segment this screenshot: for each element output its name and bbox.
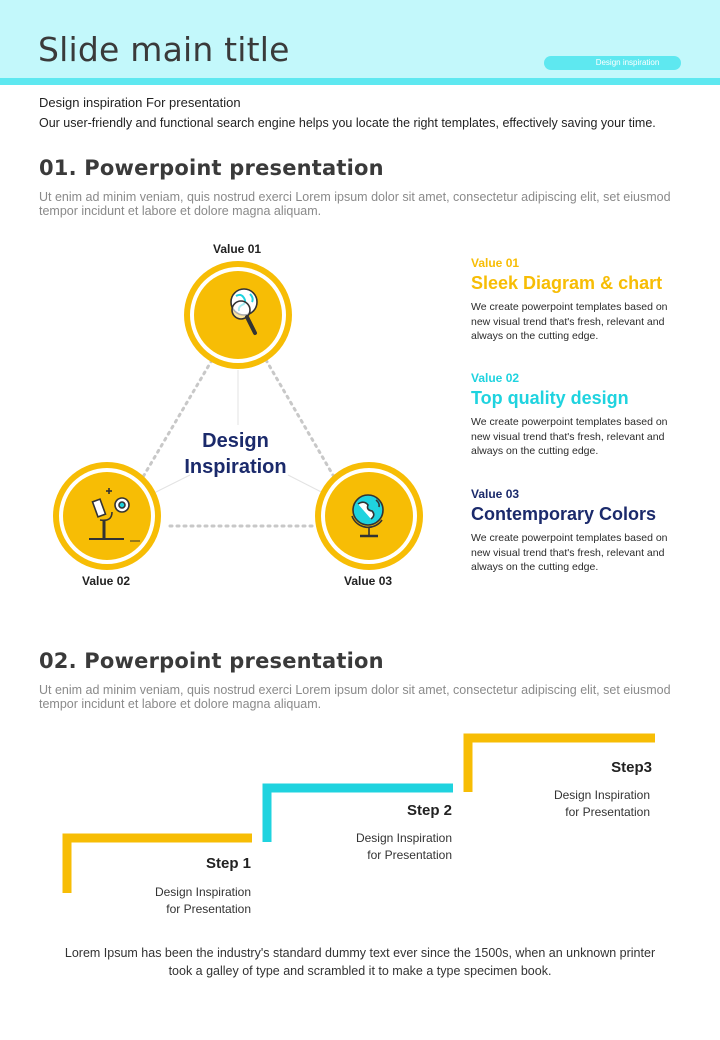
info-heading-02: Top quality design [471,388,629,408]
intro-title: Design inspiration For presentation [39,95,241,110]
step2-title: Step 2 [406,802,452,819]
node-value-02 [53,462,161,570]
step3-desc [470,787,650,821]
info-desc-01: We create powerpoint templates based on new visual trend that's fresh, relevant and always on the cutting edge. [471,301,668,342]
step3-title: Step3 [611,759,652,776]
step1-desc-line2: for Presentation [166,902,251,916]
info-block-02 [471,371,711,459]
node-label-value-01: Value 01 [213,242,262,256]
step1-title: Step 1 [205,855,251,872]
step2-desc [272,830,452,864]
info-block-03 [471,487,711,575]
step1-desc [71,884,251,918]
header-tag: Design inspiration [544,56,681,70]
node-label-value-03: Value 03 [344,574,393,588]
node-value-03 [315,462,423,570]
section2-subtitle: Ut enim ad minim veniam, quis nostrud exerci Lorem ipsum dolor sit amet, consectetur adipiscing elit, set eiusmod tempor incidunt et labore et dolore magna aliquam. [39,683,671,711]
info-desc-03: We create powerpoint templates based on new visual trend that's fresh, relevant and always on the cutting edge. [471,532,668,573]
section1-subtitle: Ut enim ad minim veniam, quis nostrud exerci Lorem ipsum dolor sit amet, consectetur adipiscing elit, set eiusmod tempor incidunt et labore et dolore magna aliquam. [39,190,671,218]
info-heading-03: Contemporary Colors [471,504,657,524]
info-heading-01: Sleek Diagram & chart [471,273,663,293]
node-label-value-02: Value 02 [82,574,131,588]
info-value-01: Value 01 [471,256,520,270]
info-value-03: Value 03 [471,487,520,501]
step3-desc-line2: for Presentation [565,805,650,819]
step2-desc-line1: Design Inspiration [355,831,452,845]
step2-desc-line2: for Presentation [367,848,452,862]
center-line-1: Design [202,430,269,452]
step1-desc-line1: Design Inspiration [154,885,251,899]
steps-graphic [0,720,720,930]
diagram-graphic [40,230,440,610]
intro-text: Our user-friendly and functional search engine helps you locate the right templates, effectively saving your time. [39,116,656,130]
section1-title: 01. Powerpoint presentation [39,156,384,180]
node-value-01 [184,261,292,369]
header-divider [0,78,720,85]
info-desc-02: We create powerpoint templates based on new visual trend that's fresh, relevant and always on the cutting edge. [471,416,668,457]
triangle-diagram [40,230,440,610]
diagram-center-text [168,428,303,480]
center-line-2: Inspiration [184,456,287,478]
info-value-02: Value 02 [471,371,520,385]
footer-text: Lorem Ipsum has been the industry's standard dummy text ever since the 1500s, when an unknown printer took a galley of type and scrambled it to make a type specimen book. [64,946,656,978]
step3-desc-line1: Design Inspiration [553,788,650,802]
info-block-01 [471,256,711,344]
slide-title: Slide main title [38,30,290,69]
section2-title: 02. Powerpoint presentation [39,649,384,673]
